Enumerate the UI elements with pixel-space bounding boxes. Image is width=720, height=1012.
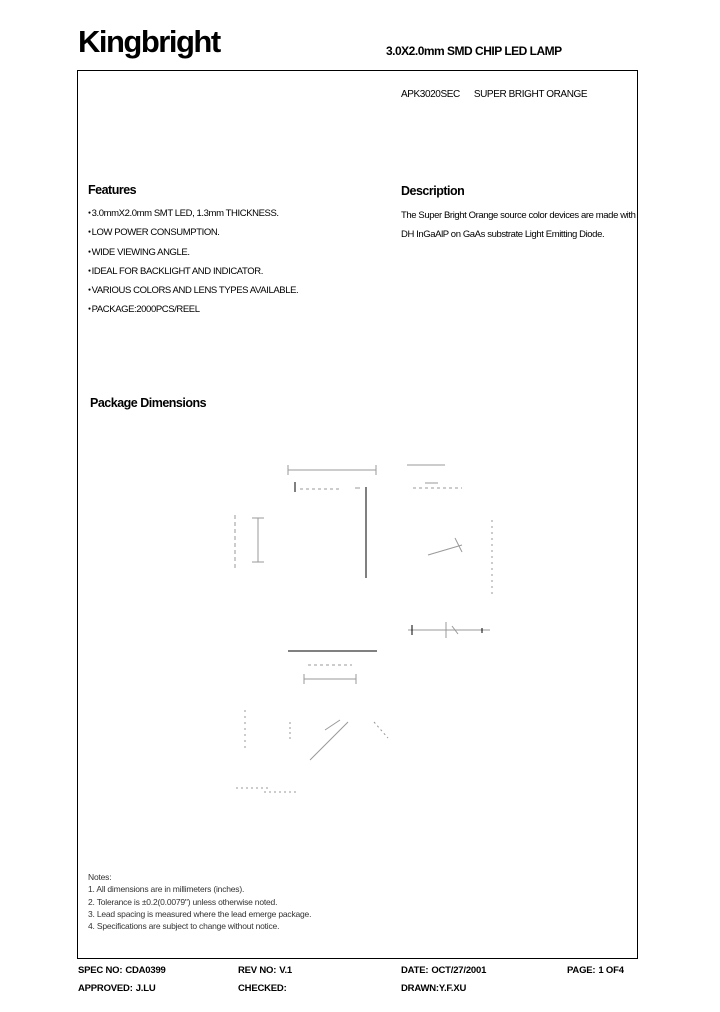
footer-date: DATE: OCT/27/2001 — [401, 965, 487, 976]
brand-logo: Kingbright — [78, 24, 220, 59]
description-heading: Description — [401, 184, 465, 198]
feature-item: ● PACKAGE:2000PCS/REEL — [88, 303, 298, 322]
feature-item: ● 3.0mmX2.0mm SMT LED, 1.3mm THICKNESS. — [88, 207, 298, 226]
note-item: 4. Specifications are subject to change without notice. — [88, 921, 280, 932]
document-title: 3.0X2.0mm SMD CHIP LED LAMP — [386, 44, 562, 58]
feature-item: ● LOW POWER CONSUMPTION. — [88, 226, 298, 245]
features-heading: Features — [88, 183, 137, 197]
package-heading: Package Dimensions — [90, 396, 207, 410]
footer-page: PAGE: 1 OF4 — [567, 965, 624, 976]
note-item: 3. Lead spacing is measured where the lead emerge package. — [88, 908, 312, 919]
feature-item: ● VARIOUS COLORS AND LENS TYPES AVAILABLE. — [88, 284, 298, 303]
part-color: SUPER BRIGHT ORANGE — [473, 89, 588, 100]
note-item: 1. All dimensions are in millimeters (inches). — [88, 884, 245, 895]
features-list — [88, 207, 298, 323]
notes-block — [88, 871, 311, 932]
part-line — [401, 89, 587, 100]
footer-checked: CHECKED: — [238, 983, 287, 994]
notes-heading: Notes: — [88, 872, 112, 882]
package-dimensions-drawing — [200, 450, 520, 810]
footer-spec: SPEC NO: CDA0399 — [78, 965, 166, 976]
footer-drawn: DRAWN:Y.F.XU — [401, 983, 467, 994]
feature-item: ● WIDE VIEWING ANGLE. — [88, 246, 298, 265]
footer-approved: APPROVED: J.LU — [78, 983, 156, 994]
note-item: 2. Tolerance is ±0.2(0.0079") unless otherwise noted. — [88, 896, 278, 907]
footer-rev: REV NO: V.1 — [238, 965, 292, 976]
description-text: The Super Bright Orange source color devices are made with DH InGaAlP on GaAs substrate Light Emitting Diode. — [401, 210, 636, 241]
feature-item: ● IDEAL FOR BACKLIGHT AND INDICATOR. — [88, 265, 298, 284]
part-number: APK3020SEC — [401, 89, 460, 100]
